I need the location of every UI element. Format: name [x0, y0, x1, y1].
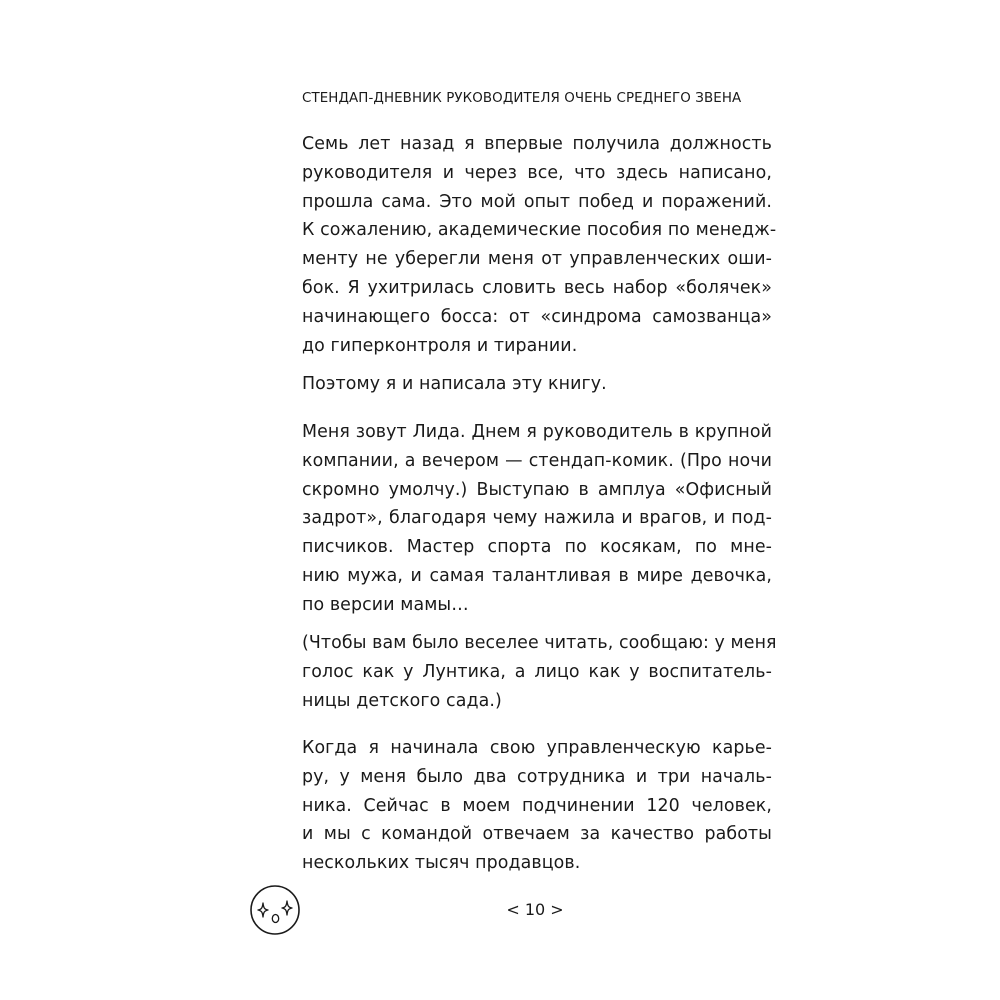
- text-line: до гиперконтроля и тирании.: [302, 335, 578, 356]
- text-line: нию мужа, и самая талантливая в мире девочка,: [302, 565, 772, 586]
- text-line: ника. Сейчас в моем подчинении 120 человек,: [302, 795, 772, 816]
- text-line: нескольких тысяч продавцов.: [302, 853, 581, 874]
- paragraph: [302, 130, 777, 360]
- text-line: Меня зовут Лида. Днем я руководитель в крупной: [302, 422, 772, 442]
- text-line: начинающего босса: от «синдрома самозванца»: [302, 306, 772, 327]
- text-line: Когда я начинала свою управленческую карье-: [302, 738, 772, 758]
- paragraph: [302, 629, 777, 715]
- sparkle-face-icon: [248, 883, 302, 937]
- text-line: скромно умолчу.) Выступаю в амплуа «Офисный: [302, 479, 772, 500]
- text-line: компании, а вечером — стендап-комик. (Про ночи: [302, 450, 772, 471]
- text-line: ру, у меня было два сотрудника и три началь-: [302, 766, 772, 787]
- running-header: СТЕНДАП-ДНЕВНИК РУКОВОДИТЕЛЯ ОЧЕНЬ СРЕДНЕГО ЗВЕНА: [302, 91, 742, 106]
- paragraph: [302, 418, 772, 620]
- text-line: голос как у Лунтика, а лицо как у воспитатель-: [302, 661, 772, 682]
- text-line: руководителя и через все, что здесь написано,: [302, 162, 772, 183]
- text-line: К сожалению, академические пособия по менедж-: [302, 220, 777, 241]
- paragraph: [302, 734, 772, 878]
- text-line: задрот», благодаря чему нажила и врагов, и под-: [302, 508, 772, 529]
- text-line: писчиков. Мастер спорта по косякам, по мне-: [302, 537, 772, 558]
- text-line: Семь лет назад я впервые получила должность: [302, 134, 772, 154]
- text-line: прошла сама. Это мой опыт побед и поражений.: [302, 191, 772, 212]
- text-line: и мы с командой отвечаем за качество работы: [302, 824, 772, 845]
- text-line: бок. Я ухитрилась словить весь набор «болячек»: [302, 277, 772, 298]
- text-line: менту не уберегли меня от управленческих оши-: [302, 249, 772, 270]
- text-line: по версии мамы…: [302, 594, 469, 615]
- text-line: ницы детского сада.): [302, 690, 502, 711]
- text-line: Поэтому я и написала эту книгу.: [302, 374, 607, 394]
- page-number: < 10 >: [506, 900, 564, 919]
- paragraph: [302, 370, 772, 399]
- text-line: (Чтобы вам было веселее читать, сообщаю: у меня: [302, 633, 777, 653]
